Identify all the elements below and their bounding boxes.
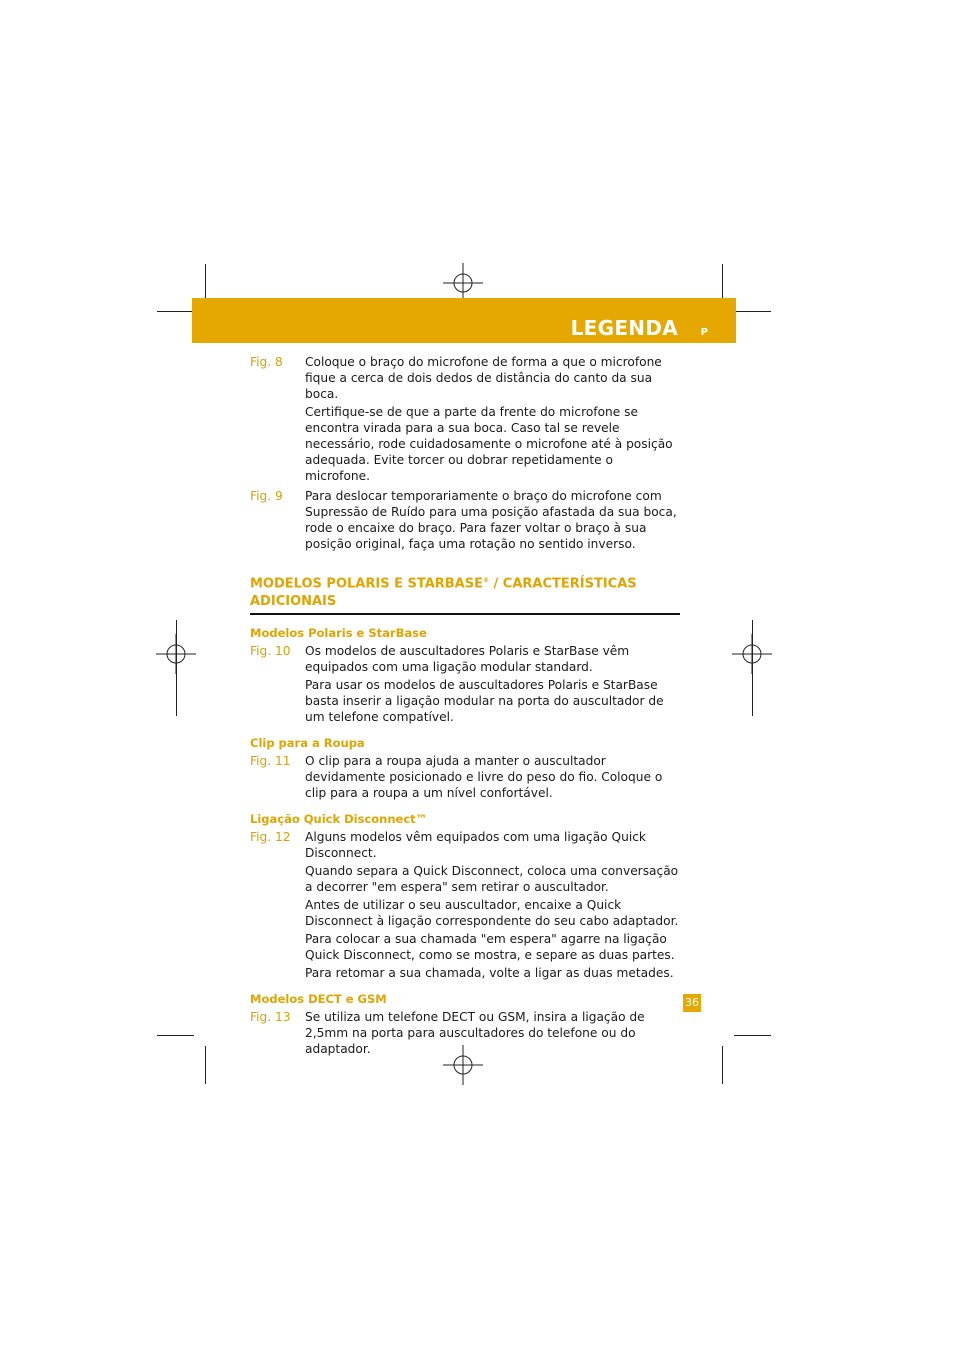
crop-mark [205, 264, 206, 300]
paragraph: Para retomar a sua chamada, volte a ligar as duas metades. [305, 966, 674, 981]
page-title: LEGENDA [570, 316, 678, 340]
subsection-title: Modelos DECT e GSM [250, 992, 387, 1007]
paragraph: Antes de utilizar o seu auscultador, encaixe a Quick Disconnect à ligação correspondente do seu cabo adaptador. [305, 898, 679, 929]
crop-mark [722, 264, 723, 300]
language-code: P [700, 327, 708, 338]
fig-item [250, 643, 680, 727]
fig-label: Fig. 9 [250, 489, 283, 503]
fig-item [250, 1009, 680, 1059]
fig-label: Fig. 12 [250, 830, 291, 845]
header-banner [192, 298, 736, 343]
fig-text [305, 354, 680, 486]
section-title [250, 572, 680, 615]
fig-item [250, 488, 680, 554]
crop-mark [176, 620, 177, 716]
paragraph: Alguns modelos vêm equipados com uma ligação Quick Disconnect. [305, 830, 646, 861]
fig-text [305, 643, 680, 727]
crop-mark [734, 311, 771, 312]
paragraph: Certifique-se de que a parte da frente do microfone se encontra virada para a sua boca. Caso tal se revele necessário, rode cuidadosamente o microfone até à posição adequada. Evite torcer ou dobrar repetidamente o microfone. [305, 405, 673, 483]
fig-label: Fig. 13 [250, 1010, 291, 1025]
paragraph: Para deslocar temporariamente o braço do microfone com Supressão de Ruído para uma posição afastada da sua boca, rode o encaixe do braço. Para fazer voltar o braço à sua posição original, faça uma rotação no sentido inverso. [305, 489, 677, 551]
fig-item [250, 354, 680, 486]
paragraph: Para usar os modelos de auscultadores Polaris e StarBase basta inserir a ligação modular na porta do auscultador de um telefone compatível. [305, 678, 664, 725]
crop-mark [752, 620, 753, 716]
crop-mark [722, 1046, 723, 1084]
fig-text [305, 488, 680, 554]
fig-label: Fig. 8 [250, 355, 283, 369]
crop-mark [734, 1035, 771, 1036]
paragraph: Se utiliza um telefone DECT ou GSM, insira a ligação de 2,5mm na porta para auscultadores do telefone ou do adaptador. [305, 1010, 645, 1057]
paragraph: Para colocar a sua chamada "em espera" agarre na ligação Quick Disconnect, como se mostra, e separe as duas partes. [305, 932, 675, 963]
fig-text [305, 829, 680, 983]
subsection-title: Modelos Polaris e StarBase [250, 626, 427, 641]
content [250, 354, 680, 1061]
fig-item [250, 829, 680, 983]
section-title-part: / CARACTERÍSTICAS ADICIONAIS [250, 576, 637, 610]
paragraph: Quando separa a Quick Disconnect, coloca uma conversação a decorrer "em espera" sem retirar o auscultador. [305, 864, 679, 895]
fig-text [305, 753, 680, 803]
paragraph: Coloque o braço do microfone de forma a que o microfone fique a cerca de dois dedos de distância do canto da sua boca. [305, 355, 662, 401]
subsection-title: Ligação Quick Disconnect™ [250, 812, 428, 827]
registration-mark-icon [443, 263, 483, 303]
fig-label: Fig. 10 [250, 644, 291, 659]
page-number: 36 [683, 994, 701, 1012]
subsection-title: Clip para a Roupa [250, 736, 365, 751]
fig-label: Fig. 11 [250, 754, 291, 769]
crop-mark [157, 311, 194, 312]
paragraph: O clip para a roupa ajuda a manter o auscultador devidamente posicionado e livre do peso do fio. Coloque o clip para a roupa a um nível confortável. [305, 754, 663, 801]
fig-item [250, 753, 680, 803]
registered-mark: ® [483, 577, 489, 584]
crop-mark [157, 1035, 194, 1036]
section-title-part: MODELOS POLARIS E STARBASE [250, 576, 483, 592]
fig-text [305, 1009, 680, 1059]
crop-mark [205, 1046, 206, 1084]
paragraph: Os modelos de auscultadores Polaris e StarBase vêm equipados com uma ligação modular standard. [305, 644, 630, 675]
